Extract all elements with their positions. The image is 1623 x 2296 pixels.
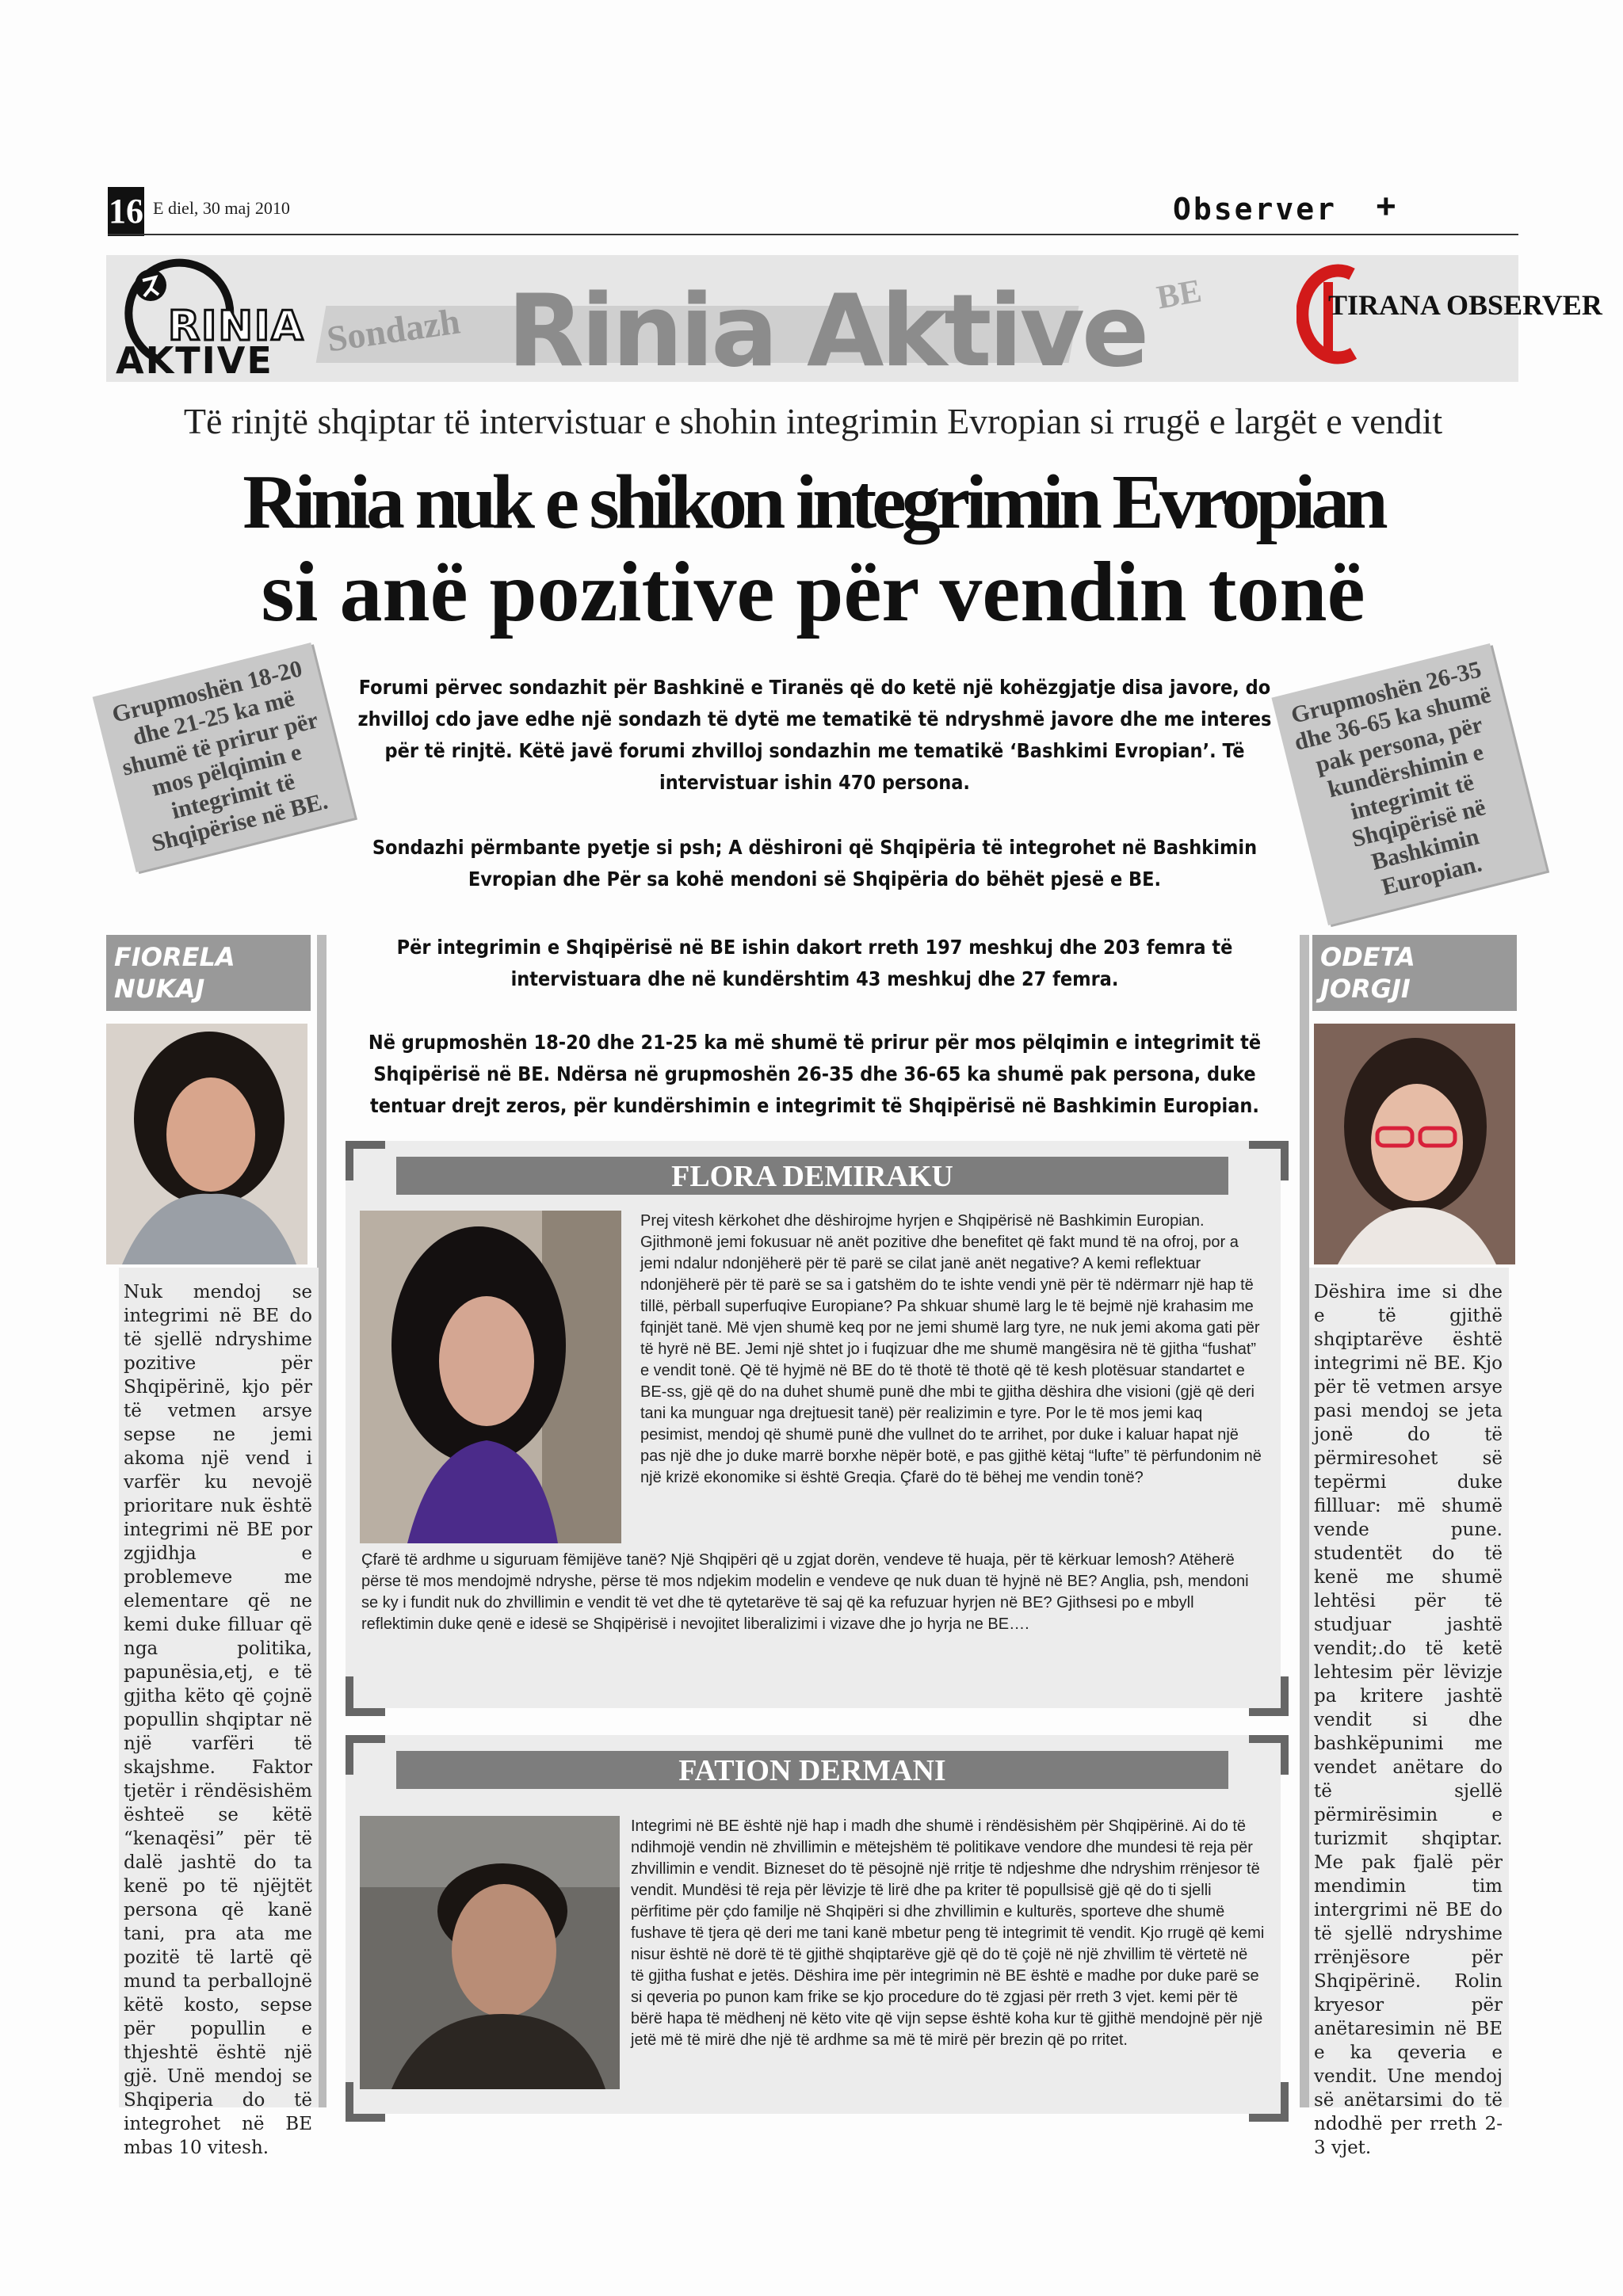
banner-title: Rinia Aktive <box>507 273 1147 389</box>
name-tag-odeta <box>1312 935 1517 1011</box>
headline-line-2: si anë pozitive për vendin tonë <box>261 545 1365 639</box>
ribbon-callout-left: Grupmoshën 18-20 dhe 21-25 ka më shumë të prirur për mos pëlqimin e integrimit të Shqipërise në BE. <box>93 643 355 872</box>
plus-mark: + <box>1376 187 1396 226</box>
opinion-text-fiorela: Nuk mendoj se integrimi në BE do të sjellë ndryshime pozitive për Shqipërinë, kjo për të vetmen arsye sepse ne jemi akoma një vend i varfër ku nevojë prioritare nuk është integrimi në BE por zgjidhja e problemeve me elementare që ne kemi duke filluar që nga politika, papunësia,etj, e të gjitha këto që çojnë popullin shqiptar në një varfëri të skajshme. Faktor tjetër i rëndësishëm ështeë se këtë “kenaqësi” për të dalë jashtë do ta kenë po të njëjtët persona që kanë tani, pra ata me pozitë të lartë që mund ta perballojnë këtë kosto, sepse për popullin e thjeshtë është një gjë. Unë mendoj se Shqiperia do të integrohet në BE mbas 10 vitesh. <box>124 1282 312 2158</box>
lead-paragraph-4: Në grupmoshën 18-20 dhe 21-25 ka më shumë të prirur për mos pëlqimin e integrimit të Shqipërisë në BE. Ndërsa në grupmoshën 26-35 dhe 36-65 ka shumë pak persona, duke tentuar drejt zeros, për kundërshimin e integrimit të Shqipërisë në Bashkimin Europian. <box>368 1031 1262 1117</box>
interview-text-fation: Integrimi në BE është një hap i madh dhe shumë i rëndësishëm për Shqipërinë. Ai do të ndihmojë vendin në zhvillimin e mëtejshëm të politikave vendore dhe mundesi të reja për zhvillimin e vendit. Bizneset do të pësojnë një rritje të ndjeshme dhe ndryshim rrënjesor të vendit. Mundësi të reja për lëvizje të lirë dhe pa kriter të popullsisë gjë që do ti sjelli përfitime për çdo familje në Shqipëri si dhe zhvillimin e kulturës, sporteve dhe shumë fushave të tjera që deri me tani kanë mbetur peng të integrimit të vendit. Kjo rrugë që kemi nisur është në dorë të të gjithë shqiptarëve gjë që do të çojë në një zhvillim të vërtetë në të gjitha fushat e jetës. Dëshira ime për integrimin në BE është e madhe por duke parë se si qeveria po punon kam frike se kjo procedure do të zgjasi për rreth 3 vjet. kemi për të bërë hapa të mëdhenj në këto vite që vijn sepse është koha kur të gjithë mendojnë për një jetë më të mirë dhe një të ardhme sa më të mirë për brezin që po rritet. <box>631 1817 1265 2049</box>
portrait-odeta-illustration <box>1314 1024 1515 1264</box>
box-corner <box>1249 1676 1289 1716</box>
section-name: Observer <box>1173 192 1338 227</box>
name-tag-fiorela <box>106 935 311 1011</box>
box-corner <box>1249 2082 1289 2122</box>
box-corner <box>346 1141 385 1180</box>
issue-date: E diel, 30 maj 2010 <box>153 198 290 218</box>
right-column-divider <box>1300 935 1309 2107</box>
logo-aktive-text: AKTIVE <box>116 339 273 382</box>
name-first: FIORELA <box>114 942 235 972</box>
name-first: ODETA <box>1320 942 1415 972</box>
interviewee-name-fation: FATION DERMANI <box>396 1751 1228 1789</box>
opinion-text-odeta: Dëshira ime si dhe e të gjithë shqiptarëve është integrimi në BE. Kjo për të vetmen arsye pasi mendoj se jeta jonë do të përmiresohet së tepërmi duke fillluar: më shumë vende pune. studentët do të kenë me shumë lehtësi për të studjuar jashtë vendit;.do të ketë lehtesim për lëvizje pa kritere jashtë vendit si dhe bashkëpunimi me vendet anëtare do të sjellë përmirësimin e turizmit shqiptar. Me pak fjalë për mendimin tim intergrimi në BE do të sjellë ndryshime rrënjësore për Shqipërinë. Rolin kryesor për anëtaresimin në BE e ka qeveria e vendit. Une mendoj së anëtarsimi do të ndodhë per rreth 2-3 vjet. <box>1314 1282 1503 2158</box>
ribbon-callout-right: Grupmoshën 26-35 dhe 36-65 ka shumë pak persona, për kundërshimin e integrimit të Shqipërisë në Bashkimin Europian. <box>1271 643 1546 925</box>
banner-be-label: BE <box>1154 273 1205 317</box>
portrait-photo-flora <box>360 1211 621 1543</box>
name-last: NUKAJ <box>114 974 205 1004</box>
header-rule <box>108 234 1518 235</box>
portrait-fation-illustration <box>360 1816 620 2089</box>
lead-paragraph-2: Sondazhi përmbante pyetje si psh; A dëshironi që Shqipëria të integrohet në Bashkimin Evropian dhe Për sa kohë mendoni së Shqipëria do bëhët pjesë e BE. <box>372 836 1258 891</box>
box-corner <box>1249 1141 1289 1180</box>
article-subtitle: Të rinjtë shqiptar të intervistuar e shohin integrimin Evropian si rrugë e largët e vendit <box>183 401 1443 441</box>
box-corner <box>346 1676 385 1716</box>
banner-sondazh: Sondazh <box>324 300 463 360</box>
portrait-fiorela-illustration <box>106 1024 307 1264</box>
interview-text-flora-part-2: Çfarë të ardhme u siguruam fëmijëve tanë? Një Shqipëri që u zgjat dorën, vendeve të huaja, për të kërkuar lemosh? Atëherë përse të mos mendojmë ndryshe, përse të mos ndjekim modelin e vendeve qe nuk duan të hyjnë në BE? Anglia, psh, mendoni se ky i fundit nuk do zhvillimin e vendit të vet dhe të qytetarëve të saj që ka refuzuar hyrjen në BE? Gjithsesi po e mbyll reflektimin duke qenë e idesë se Shqipërisë i nevojitet liberalizimi i vizave dhe jo hyrja ne BE…. <box>361 1551 1249 1633</box>
lead-paragraph-3: Për integrimin e Shqipërisë në BE ishin dakort rreth 197 meshkuj dhe 203 femra të intervistuara dhe në kundërshtim 43 meshkuj dhe 27 femra. <box>396 936 1233 990</box>
page-number: 16 <box>108 187 144 236</box>
publisher-name: TIRANA OBSERVER <box>1328 289 1602 321</box>
lead-paragraph-1: Forumi përvec sondazhit për Bashkinë e Tiranës që do ketë një kohëzgjatje disa javore, do zhvilloj cdo jave edhe një sondazh të dytë me tematikë të ndryshmë javore dhe me interes për të rinjtë. Këtë javë forumi zhvilloj sondazhin me tematikë ‘Bashkimi Evropian’. Të intervistuar ishin 470 persona. <box>357 676 1272 794</box>
box-corner <box>1249 1735 1289 1775</box>
portrait-photo-odeta <box>1314 1024 1515 1264</box>
headline-line-1: Rinia nuk e shikon integrimin Evropian <box>242 460 1384 545</box>
name-last: JORGJI <box>1320 974 1411 1004</box>
interview-text-flora-part-1: Prej vitesh kërkohet dhe dëshirojme hyrjen e Shqipërisë në Bashkimin Europian. Gjithmonë jemi fokusuar në anët pozitive dhe benefitet që fakt mund të na ofroj, por a jemi ndalur ndonjëherë për të parë se cilat janë anët negative? A kemi reflektuar ndonjëherë për të parë se sa i gatshëm do te ishte vendi ynë për të ndërmarr një hap të tillë, përball superfuqive Europiane? Pa shkuar shumë larg le të bejmë një krahasim me fqinjët tanë. Më vjen shumë keq por ne jemi shumë larg tyre, ne nuk jemi akoma gati për të hyrë në BE. Jemi një shtet jo i fuqizuar dhe me shumë mangësira në të gjitha “fushat” e vendit tonë. Që të hyjmë në BE do të thotë të thotë që të kesh plotësuar standartet e BE-ss, gjë që do na duhet shumë punë dhe mbi te gjitha dëshira dhe visioni (gjë që deri tani ka munguar nga drejtuesit tanë) për realizimin e tyre. Por le të mos jemi kaq pesimist, mendoj që shumë punë dhe vullnet do te arrihet, por duke i kaluar hapat një pas një dhe jo duke marrë borxhe nëpër botë, e pas gjithë këtaj “lufte” të përfundonim në një krizë ekonomike si është Greqia. Çfarë do të bëhej me vendin tonë? <box>640 1212 1262 1486</box>
logo-rinia-text: RINIA <box>168 303 305 350</box>
portrait-photo-fation <box>360 1816 620 2089</box>
portrait-photo-fiorela <box>106 1024 307 1264</box>
box-corner <box>346 1735 385 1775</box>
portrait-flora-illustration <box>360 1211 621 1543</box>
interviewee-name-flora: FLORA DEMIRAKU <box>396 1157 1228 1195</box>
